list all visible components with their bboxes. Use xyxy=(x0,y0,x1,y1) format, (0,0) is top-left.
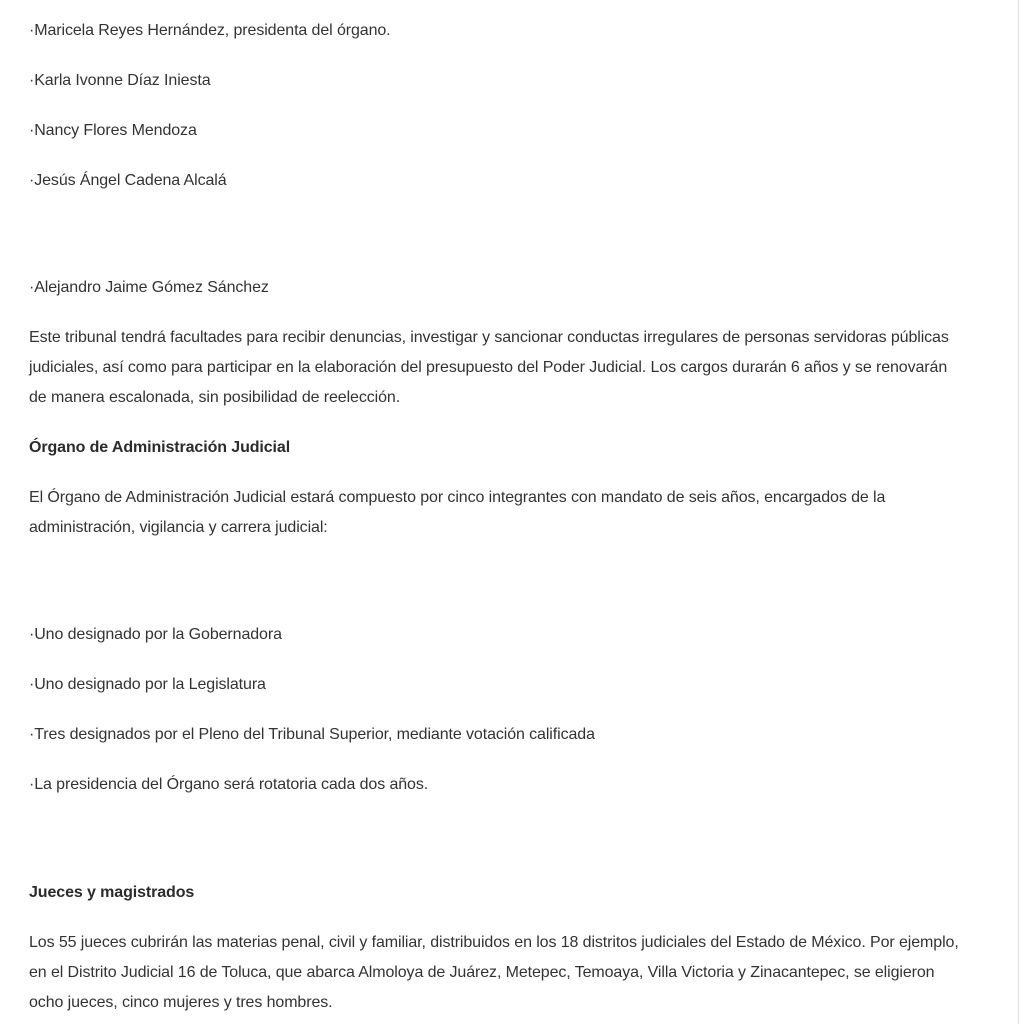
organo-list-item: ·La presidencia del Órgano será rotatoria cada dos años. xyxy=(29,776,429,793)
organo-paragraph: El Órgano de Administración Judicial estará compuesto por cinco integrantes con mandato de seis años, encargados de la administración, vigilancia y carrera judicial: xyxy=(29,489,886,536)
organo-list-item: ·Tres designados por el Pleno del Tribunal Superior, mediante votación calificada xyxy=(29,726,595,743)
blank-paragraph xyxy=(29,820,959,878)
member-list-item: ·Nancy Flores Mendoza xyxy=(29,122,197,139)
member-list-item: ·Karla Ivonne Díaz Iniesta xyxy=(29,72,211,89)
article-body xyxy=(29,16,959,1024)
member-list-item: ·Maricela Reyes Hernández, presidenta del órgano. xyxy=(29,22,391,39)
organo-heading: Órgano de Administración Judicial xyxy=(29,439,291,456)
blank-paragraph xyxy=(29,563,959,620)
member-list-item: ·Alejandro Jaime Gómez Sánchez xyxy=(29,279,269,296)
page-right-border xyxy=(1018,0,1019,1024)
organo-list-item: ·Uno designado por la Legislatura xyxy=(29,676,266,693)
tribunal-paragraph: Este tribunal tendrá facultades para recibir denuncias, investigar y sancionar conductas irregulares de personas servidoras públicas judiciales, así como para participar en la elaboración del presupuesto del Poder Judicial. Los cargos durarán 6 años y se renovarán de manera escalonada, sin posibilidad de reelección. xyxy=(29,329,949,406)
blank-paragraph xyxy=(29,216,959,273)
jueces-paragraph: Los 55 jueces cubrirán las materias penal, civil y familiar, distribuidos en los 18 distritos judiciales del Estado de México. Por ejemplo, en el Distrito Judicial 16 de Toluca, que abarca Almoloya de Juárez, Metepec, Temoaya, Villa Victoria y Zinacantepec, se eligieron ocho jueces, cinco mujeres y tres hombres. xyxy=(29,934,959,1011)
member-list-item: ·Jesús Ángel Cadena Alcalá xyxy=(29,172,227,189)
jueces-heading: Jueces y magistrados xyxy=(29,884,195,901)
organo-list-item: ·Uno designado por la Gobernadora xyxy=(29,626,282,643)
